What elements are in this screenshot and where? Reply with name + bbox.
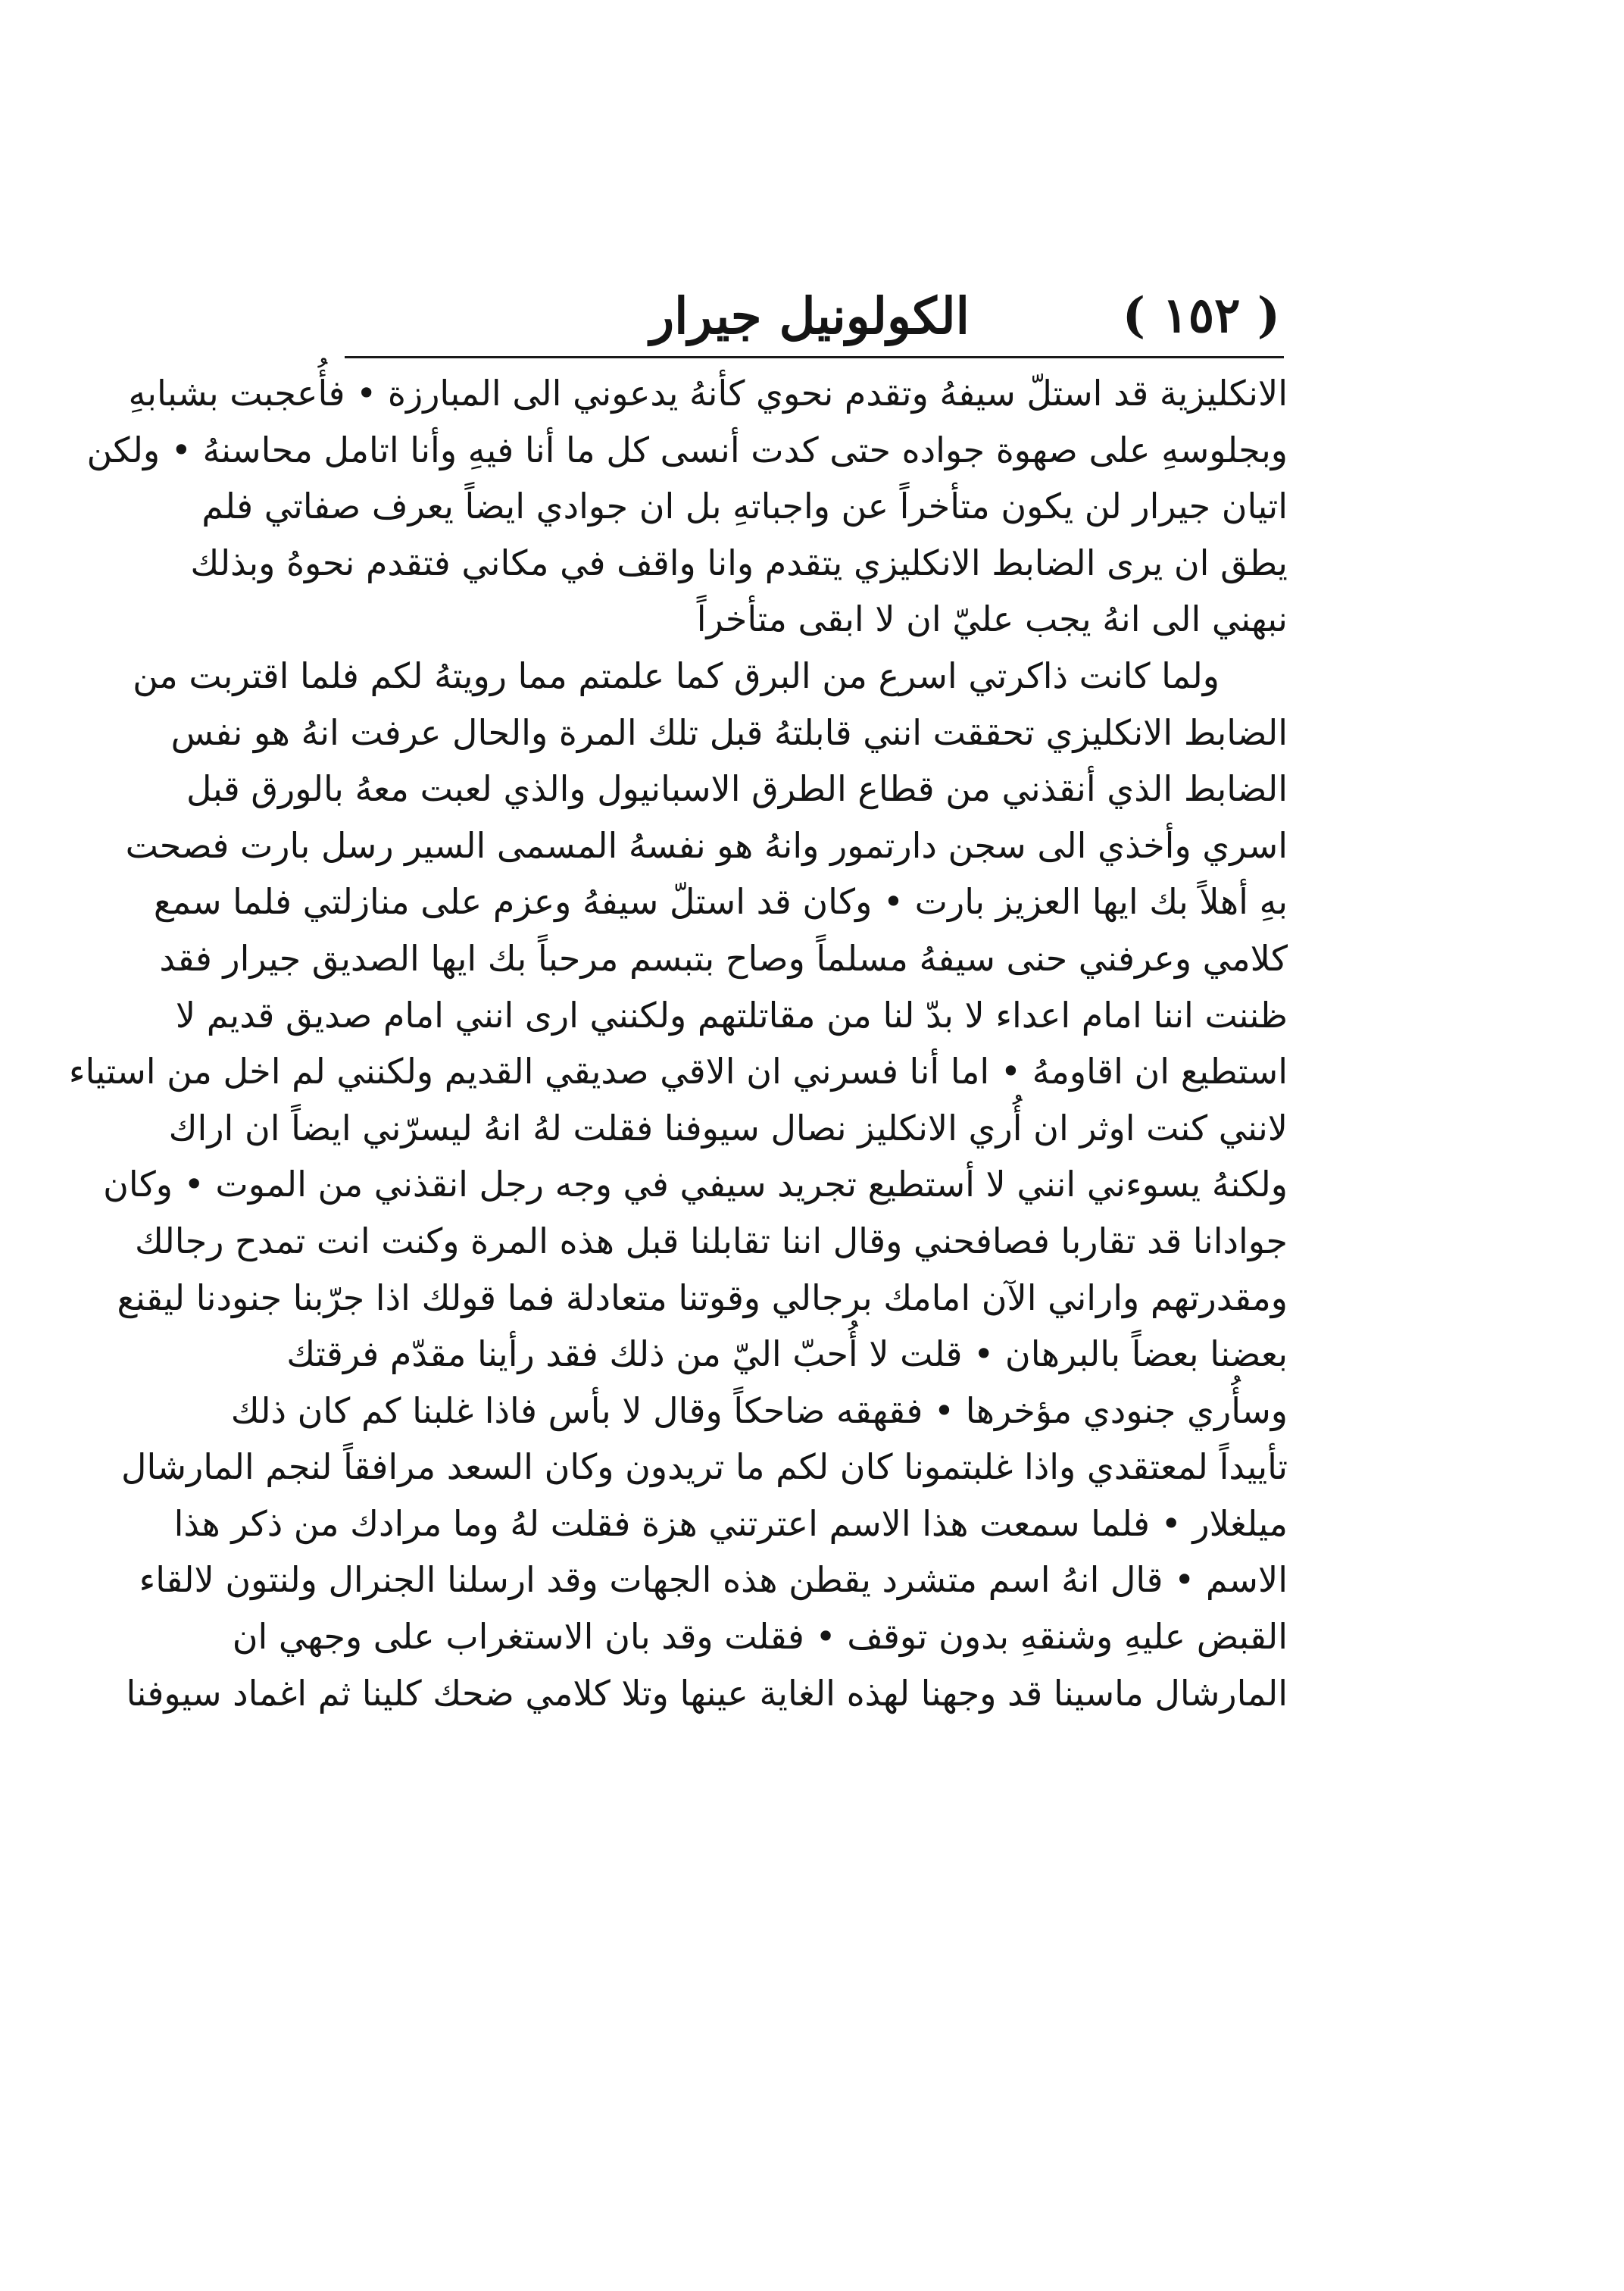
text-line: نبهني الى انهُ يجب عليّ ان لا ابقى متأخراً (696, 599, 1288, 640)
body-text (68, 365, 1288, 1721)
text-line: جوادانا قد تقاربا فصافحني وقال اننا تقابلنا قبل هذه المرة وكنت انت تمدح رجالك (134, 1220, 1288, 1261)
text-line: المارشال ماسينا قد وجهنا لهذه الغاية عينها وتلا كلامي ضحك كلينا ثم اغماد سيوفنا (126, 1672, 1288, 1714)
running-title: الكولونيل جيرار (650, 286, 970, 345)
text-line: اتيان جيرار لن يكون متأخراً عن واجباتهِ بل ان جوادي ايضاً يعرف صفاتي فلم (201, 486, 1288, 527)
text-line: بهِ أهلاً بك ايها العزيز بارت • وكان قد استلّ سيفهُ وعزم على منازلتي فلما سمع (153, 881, 1288, 923)
text-line: وسأُري جنودي مؤخرها • فقهقه ضاحكاً وقال لا بأس فاذا غلبنا كم كان ذلك (230, 1389, 1288, 1431)
text-line: وبجلوسهِ على صهوة جواده حتى كدت أنسى كل ما أنا فيهِ وأنا اتامل محاسنهُ • ولكن (86, 429, 1288, 470)
page-header (341, 282, 1280, 350)
text-line: لانني كنت اوثر ان أُري الانكليز نصال سيوفنا فقلت لهُ انهُ ليسرّني ايضاً ان اراك (168, 1107, 1288, 1149)
text-line: القبض عليهِ وشنقهِ بدون توقف • فقلت وقد بان الاستغراب على وجهي ان (232, 1616, 1288, 1658)
text-line: تأييداً لمعتقدي واذا غلبتمونا كان لكم ما تريدون وكان السعد مرافقاً لنجم المارشال (121, 1446, 1288, 1488)
text-line: ميلغلار • فلما سمعت هذا الاسم اعترتني هزة فقلت لهُ وما مرادك من ذكر هذا (173, 1502, 1288, 1544)
text-line: اسري وأخذي الى سجن دارتمور وانهُ هو نفسهُ المسمى السير رسل بارت فصحت (125, 824, 1288, 866)
text-line: كلامي وعرفني حنى سيفهُ مسلماً وصاح بتبسم مرحباً بك ايها الصديق جيرار فقد (159, 937, 1288, 979)
text-line: يطق ان يرى الضابط الانكليزي يتقدم وانا واقف في مكاني فتقدم نحوهُ وبذلك (190, 542, 1288, 583)
text-line: الانكليزية قد استلّ سيفهُ وتقدم نحوي كأنهُ يدعوني الى المبارزة • فأُعجبت بشبابهِ (128, 373, 1288, 414)
text-line: الاسم • قال انهُ اسم متشرد يقطن هذه الجهات وقد ارسلنا الجنرال ولنتون لالقاء (139, 1559, 1288, 1601)
text-line: الضابط الانكليزي تحققت انني قابلتهُ قبل تلك المرة والحال عرفت انهُ هو نفس (170, 711, 1288, 753)
text-line: استطيع ان اقاومهُ • اما أنا فسرني ان الاقي صديقي القديم ولكنني لم اخل من استياء (68, 1051, 1288, 1092)
text-line: ولما كانت ذاكرتي اسرع من البرق كما علمتم مما رويتهُ لكم فلما اقتربت من (133, 655, 1220, 696)
text-line: الضابط الذي أنقذني من قطاع الطرق الاسبانيول والذي لعبت معهُ بالورق قبل (186, 768, 1288, 810)
header-rule (345, 356, 1284, 358)
text-line: ظننت اننا امام اعداء لا بدّ لنا من مقاتلتهم ولكنني ارى انني امام صديق قديم لا (175, 994, 1288, 1036)
text-line: بعضنا بعضاً بالبرهان • قلت لا أُحبّ اليّ من ذلك فقد رأينا مقدّم فرقتك (286, 1333, 1288, 1375)
text-line: ولكنهُ يسوءني انني لا أستطيع تجريد سيفي في وجه رجل انقذني من الموت • وكان (103, 1164, 1288, 1205)
page-number: ( ١٥٢ ) (1122, 287, 1280, 344)
text-line: ومقدرتهم واراني الآن امامك برجالي وقوتنا متعادلة فما قولك اذا جرّبنا جنودنا ليقنع (117, 1277, 1288, 1318)
